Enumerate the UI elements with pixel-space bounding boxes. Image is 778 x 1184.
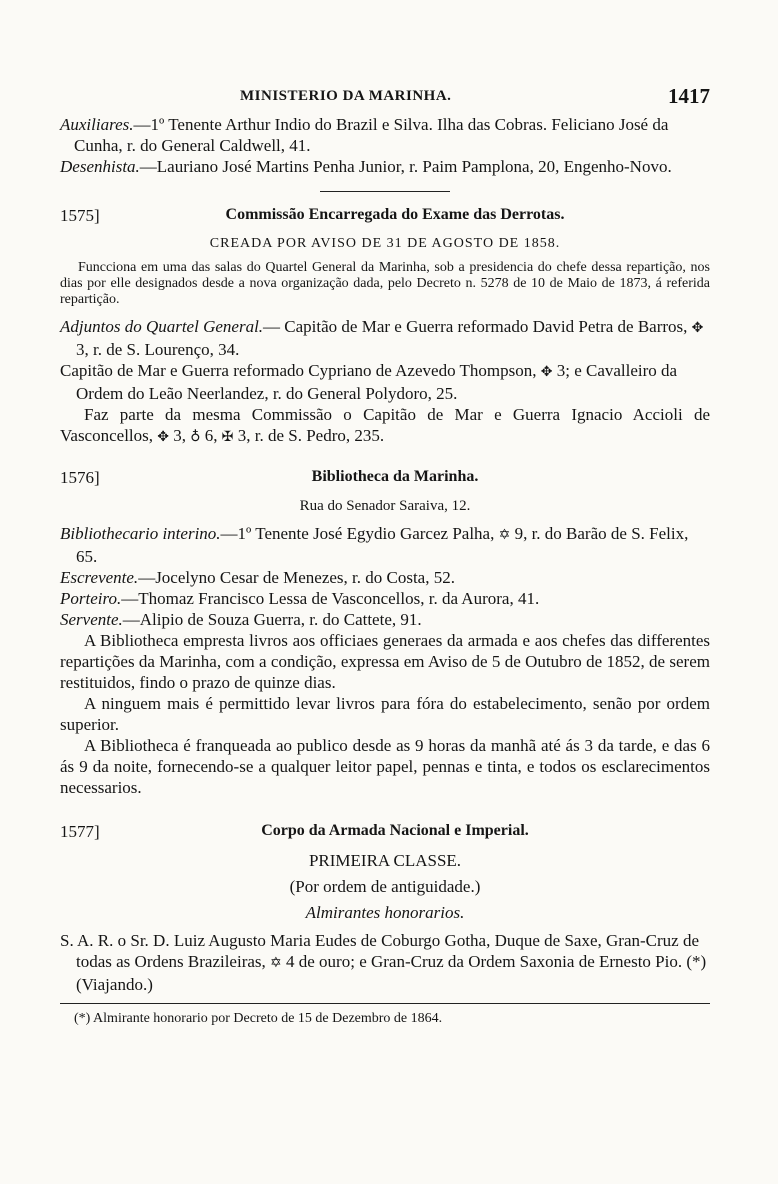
section-title: Corpo da Armada Nacional e Imperial. bbox=[261, 822, 529, 839]
creation-note: CREADA POR AVISO DE 31 DE AGOSTO DE 1858. bbox=[209, 236, 561, 251]
text-bib-a: —1º Tenente José Egydio Garcez Palha, bbox=[220, 524, 495, 543]
role-escrevente: Escrevente. bbox=[60, 568, 139, 587]
text-bib-b: 9, r. do Barão de S. Felix, 65. bbox=[76, 524, 689, 566]
section-1577-header bbox=[60, 822, 710, 850]
text-faz-a: Faz parte da mesma Commissão o Capitão de Mar e Guerra Ignacio Accioli de Vasconcellos, bbox=[60, 405, 710, 445]
entry-porteiro bbox=[60, 588, 710, 609]
text-porteiro: —Thomaz Francisco Lessa de Vasconcellos, r. da Aurora, 41. bbox=[121, 589, 540, 608]
library-paragraph-2: A ninguem mais é permittido levar livros para fóra do estabelecimento, senão por ordem superior. bbox=[60, 694, 710, 734]
library-paragraph-1: A Bibliotheca empresta livros aos officiaes generaes da armada e aos chefes das differentes repartições da Marinha, com a condição, expressa em Aviso de 5 de Outubro de 1852, de serem restituidos, findo o prazo de quinze dias. bbox=[60, 631, 710, 692]
text-almirante-a: S. A. R. o Sr. D. Luiz Augusto Maria Eudes de Coburgo Gotha, Duque de Saxe, Gran-Cruz de todas as Ordens Brazileiras, bbox=[60, 931, 699, 971]
text-desenhista: —Lauriano José Martins Penha Junior, r. Paim Pamplona, 20, Engenho-Novo. bbox=[139, 157, 672, 176]
text-escrevente: —Jocelyno Cesar de Menezes, r. do Costa, 52. bbox=[138, 568, 455, 587]
entry-bibliothecario bbox=[60, 523, 710, 567]
running-head bbox=[60, 84, 710, 114]
text-adjuntos-a: — Capitão de Mar e Guerra reformado David Petra de Barros, bbox=[263, 317, 688, 336]
text-capitao-a: Capitão de Mar e Guerra reformado Cypriano de Azevedo Thompson, bbox=[60, 361, 537, 380]
text-faz-c: 6, bbox=[204, 426, 218, 445]
star-order-icon: ✡ bbox=[270, 955, 282, 971]
entry-servente bbox=[60, 609, 710, 630]
text-faz-b: 3, bbox=[173, 426, 186, 445]
rose-order-icon: ✥ bbox=[540, 364, 553, 380]
library-paragraph-3: A Bibliotheca é franqueada ao publico desde as 9 horas da manhã até ás 3 da tarde, e das 6 ás 9 da noite, fornecendo-se a qualquer leitor papel, pennas e tinta, e todos os esclarecimentos necessarios. bbox=[60, 736, 710, 797]
entry-escrevente bbox=[60, 567, 710, 588]
role-porteiro: Porteiro. bbox=[60, 589, 122, 608]
page bbox=[60, 84, 710, 1028]
text-servente: —Alipio de Souza Guerra, r. do Cattete, 91. bbox=[122, 610, 422, 629]
section-number: 1577] bbox=[60, 822, 100, 841]
role-bibliothecario: Bibliothecario interino. bbox=[60, 524, 221, 543]
section-number: 1575] bbox=[60, 206, 100, 225]
role-desenhista: Desenhista. bbox=[60, 157, 140, 176]
library-address: Rua do Senador Saraiva, 12. bbox=[299, 498, 471, 514]
footnote: (*) Almirante honorario por Decreto de 15 de Dezembro de 1864. bbox=[74, 1011, 443, 1026]
entry-auxiliares bbox=[60, 114, 710, 156]
text-faz-d: 3, r. de S. Pedro, 235. bbox=[237, 426, 385, 445]
role-servente: Servente. bbox=[60, 610, 123, 629]
running-head-title: MINISTERIO DA MARINHA. bbox=[240, 88, 452, 104]
entry-almirante bbox=[60, 930, 710, 995]
section-title: Commissão Encarregada do Exame das Derrotas. bbox=[225, 206, 565, 223]
entry-faz-parte bbox=[60, 404, 710, 448]
section-1576-header bbox=[60, 468, 710, 496]
section-number: 1576] bbox=[60, 468, 100, 487]
aviz-order-icon: ♁ bbox=[190, 429, 201, 445]
footnote-divider bbox=[60, 1003, 710, 1004]
christ-order-icon: ✠ bbox=[221, 429, 234, 445]
star-order-icon: ✡ bbox=[498, 527, 511, 543]
text-capitao-b: 3; e Cavalleiro da Ordem do Leão Neerlandez, r. do General Polydoro, 25. bbox=[76, 361, 678, 403]
text-auxiliares: —1º Tenente Arthur Indio do Brazil e Silva. Ilha das Cobras. Feliciano José da Cunha, r. do General Caldwell, 41. bbox=[74, 115, 669, 155]
section-1575-header bbox=[60, 206, 710, 234]
text-adjuntos-b: 3, r. de S. Lourenço, 34. bbox=[76, 340, 240, 359]
text-almirante-b: 4 de ouro; e Gran-Cruz da Ordem Saxonia de Ernesto Pio. (*) (Viajando.) bbox=[76, 952, 707, 994]
section-title: Bibliotheca da Marinha. bbox=[311, 468, 479, 485]
subsection-heading: Almirantes honorarios. bbox=[305, 903, 465, 922]
rose-order-icon: ✥ bbox=[691, 320, 704, 336]
entry-capitao bbox=[60, 360, 710, 404]
class-heading: PRIMEIRA CLASSE. bbox=[308, 851, 462, 870]
function-note: Funcciona em uma das salas do Quartel General da Marinha, sob a presidencia do chefe dessa repartição, nos dias por elle designados desde a nova organização dada, pelo Decreto n. 5278 de 10 de Maio de 1873, á referida repartição. bbox=[60, 260, 710, 307]
entry-desenhista bbox=[60, 156, 710, 177]
role-adjuntos: Adjuntos do Quartel General. bbox=[60, 317, 264, 336]
role-auxiliares: Auxiliares. bbox=[60, 115, 134, 134]
order-note: (Por ordem de antiguidade.) bbox=[289, 877, 481, 896]
entry-adjuntos bbox=[60, 316, 710, 360]
rose-order-icon: ✥ bbox=[157, 429, 169, 445]
page-number: 1417 bbox=[668, 84, 710, 108]
section-divider bbox=[320, 191, 450, 192]
